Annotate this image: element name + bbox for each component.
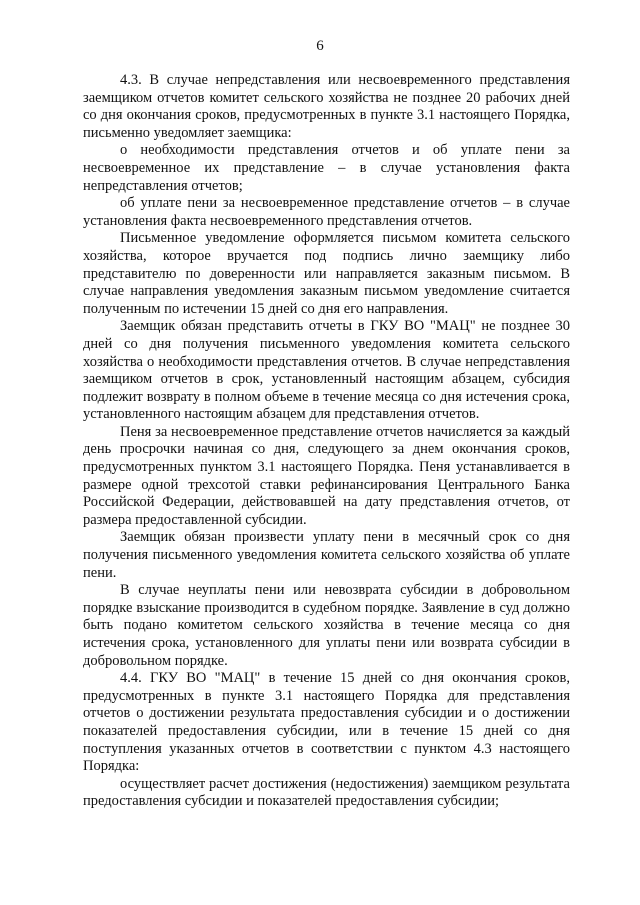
paragraph-notice-reports-and-penalty: о необходимости представления отчетов и об уплате пени за несвоевременное их представление – в случае установления факта непредставления отчетов; xyxy=(83,142,570,194)
paragraph-borrower-obligation: Заемщик обязан представить отчеты в ГКУ ВО "МАЦ" не позднее 30 дней со дня получения письменного уведомления комитета сельского хозяйства о необходимости представления отчетов. В случае непредставления заемщиком отчетов в срок, установленный настоящим абзацем, субсидия подлежит возврату в полном объеме в течение месяца со дня истечения срока, установленного настоящим абзацем для представления отчетов. xyxy=(83,318,570,423)
paragraph-penalty-calculation: Пеня за несвоевременное представление отчетов начисляется за каждый день просрочки начиная со дня, следующего за днем окончания сроков, предусмотренных пунктом 3.1 настоящего Порядка. Пеня устанавливается в размере одной трехсотой ставки рефинансирования Центрального Банка Российской Федерации, действовавшей на дату представления отчетов, от размера предоставленной субсидии. xyxy=(83,423,570,528)
paragraph-written-notice: Письменное уведомление оформляется письмом комитета сельского хозяйства, которое вручается под подпись лично заемщику либо представителю по доверенности или направляется заказным письмом. В случае направления уведомления заказным письмом уведомление считается полученным по истечении 15 дней со дня его направления. xyxy=(83,230,570,317)
paragraph-4-4-intro: 4.4. ГКУ ВО "МАЦ" в течение 15 дней со дня окончания сроков, предусмотренных в пункте 3.1 настоящего Порядка для представления отчетов о достижении результата предоставления субсидии и о достижении показателей предоставления субсидии, или в течение 15 дней со дня поступления указанных отчетов в соответствии с пунктом 4.3 настоящего Порядка: xyxy=(83,670,570,775)
paragraph-calculation-item: осуществляет расчет достижения (недостижения) заемщиком результата предоставления субсидии и показателей предоставления субсидии; xyxy=(83,775,570,810)
document-body xyxy=(83,72,570,811)
paragraph-4-3-intro: 4.3. В случае непредставления или несвоевременного представления заемщиком отчетов комитет сельского хозяйства не позднее 20 рабочих дней со дня окончания сроков, предусмотренных в пункте 3.1 настоящего Порядка, письменно уведомляет заемщика: xyxy=(83,72,570,141)
paragraph-court-recovery: В случае неуплаты пени или невозврата субсидии в добровольном порядке взыскание производится в судебном порядке. Заявление в суд должно быть подано комитетом сельского хозяйства в течение месяца со дня истечения срока, установленного для уплаты пени или возврата субсидии в добровольном порядке. xyxy=(83,582,570,669)
paragraph-penalty-payment: Заемщик обязан произвести уплату пени в месячный срок со дня получения письменного уведомления комитета сельского хозяйства об уплате пени. xyxy=(83,529,570,581)
page-number: 6 xyxy=(316,38,324,54)
paragraph-notice-penalty-only: об уплате пени за несвоевременное представление отчетов – в случае установления факта несвоевременного представления отчетов. xyxy=(83,195,570,229)
